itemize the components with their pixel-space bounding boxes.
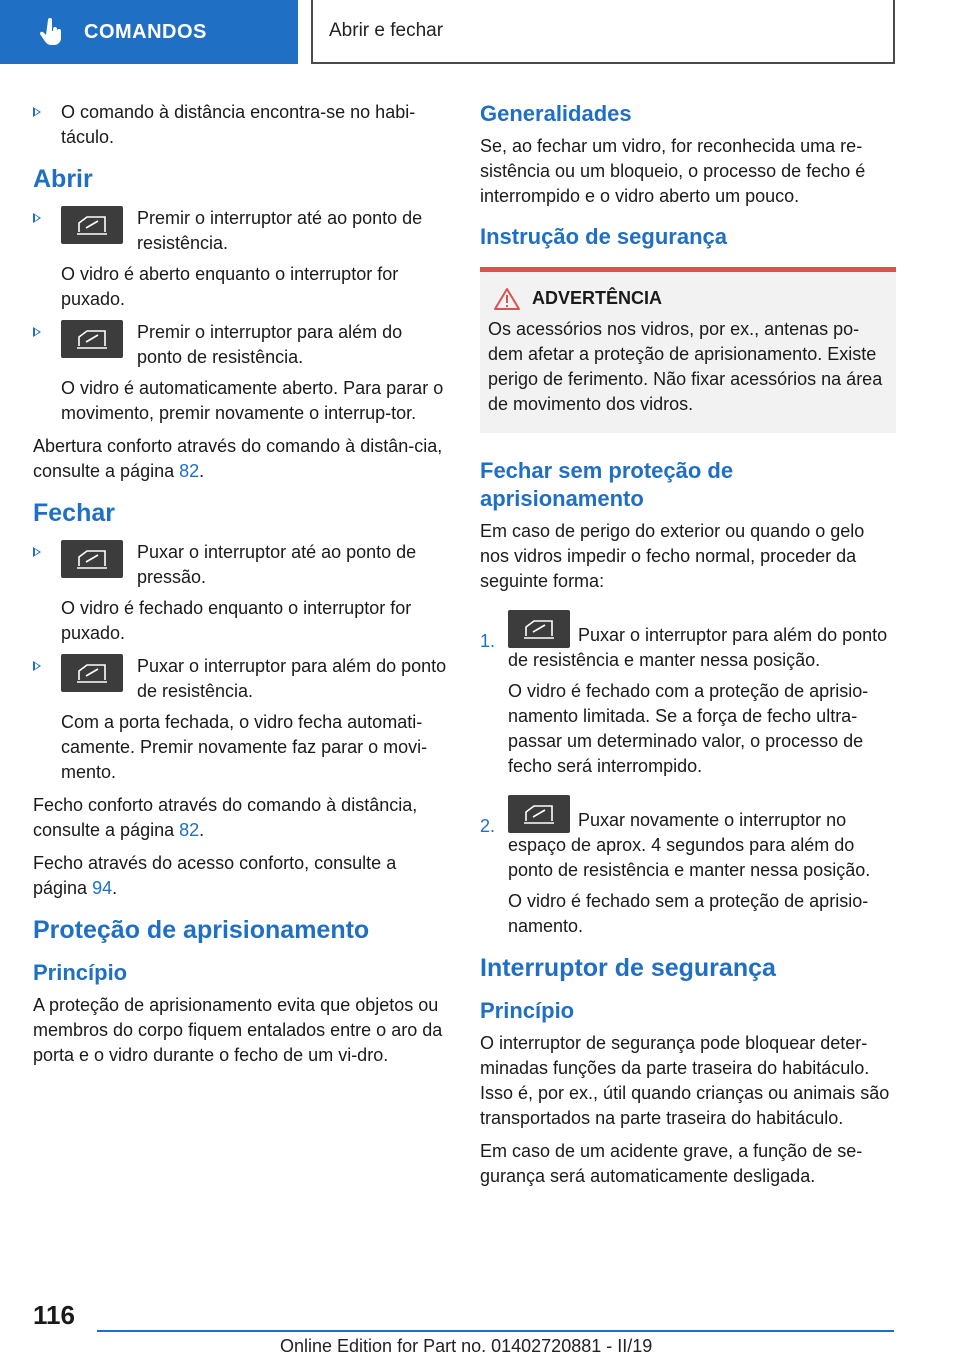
step-note: O vidro é fechado com a proteção de aprisio-namento limitada. Se a força de fecho ultra-passar um determinado valor, o processo de fecho será interrompido.	[508, 681, 869, 776]
heading-protecao: Proteção de aprisionamento	[33, 916, 370, 944]
comfort-close-text: Fecho conforto através do comando à distância, consulte a página 82.	[33, 795, 418, 840]
page-number: 116	[33, 1300, 75, 1330]
warning-title: ADVERTÊNCIA	[488, 286, 888, 311]
warning-triangle-icon	[494, 287, 520, 311]
chapter-label: COMANDOS	[84, 20, 207, 43]
comfort-access-text: Fecho através do acesso conforto, consulte a página 94.	[33, 853, 397, 898]
right-column	[480, 100, 896, 1197]
warning-box	[480, 267, 896, 433]
step-2	[480, 795, 896, 939]
footer-divider	[97, 1330, 894, 1332]
paragraph: Se, ao fechar um vidro, for reconhecida uma re-sistência ou um bloqueio, o processo de fecho é interrompido e o vidro aberto um pouco.	[480, 136, 866, 206]
bullet-triangle-icon	[33, 327, 41, 337]
comfort-open-text: Abertura conforto através do comando à distân-cia, consulte a página 82.	[33, 436, 443, 481]
step-text: Puxar o interruptor para além do ponto de resistência e manter nessa posição.	[508, 625, 888, 670]
edition-text: Online Edition for Part no. 01402720881 - II/19	[280, 1336, 653, 1356]
chapter-tab[interactable]	[0, 0, 298, 64]
step-note: O vidro é fechado sem a proteção de aprisio-namento.	[508, 891, 869, 936]
window-switch-icon	[508, 610, 570, 648]
heading-abrir: Abrir	[33, 165, 93, 193]
bullet-triangle-icon	[33, 107, 41, 117]
left-column	[33, 100, 447, 1076]
step-number: 1.	[480, 631, 496, 651]
heading-interruptor: Interruptor de segurança	[480, 954, 776, 982]
paragraph: Em caso de um acidente grave, a função de se-gurança será automaticamente desligada.	[480, 1141, 863, 1186]
section-header	[311, 0, 895, 64]
paragraph: O interruptor de segurança pode bloquear deter-minadas funções da parte traseira do habitáculo. Isso é, por ex., útil quando crianças ou animais são transportados na parte traseira do habitáculo.	[480, 1033, 890, 1128]
item-text: Premir o interruptor até ao ponto de resistência.	[137, 208, 423, 253]
list-item	[33, 540, 447, 646]
list-item	[33, 320, 447, 426]
window-switch-icon	[61, 320, 123, 358]
item-note: O vidro é automaticamente aberto. Para parar o movimento, premir novamente o interrup-tor.	[61, 378, 444, 423]
subheading-principio: Princípio	[33, 960, 128, 985]
window-switch-icon	[61, 654, 123, 692]
warning-text: Os acessórios nos vidros, por ex., antenas po-dem afetar a proteção de aprisionamento. Existe perigo de ferimento. Não fixar acessórios na área de movimento dos vidros.	[488, 319, 883, 414]
page-link[interactable]: 82	[179, 820, 200, 840]
pointing-hand-icon	[36, 17, 66, 47]
page-link[interactable]: 94	[92, 878, 113, 898]
window-switch-icon	[61, 206, 123, 244]
heading-sem-protecao: Fechar sem proteção de aprisionamento	[480, 458, 734, 511]
subheading-principio: Princípio	[480, 998, 575, 1023]
heading-seguranca: Instrução de segurança	[480, 224, 727, 249]
step-1	[480, 610, 896, 779]
window-switch-icon	[61, 540, 123, 578]
bullet-triangle-icon	[33, 661, 41, 671]
page-link[interactable]: 82	[179, 461, 200, 481]
intro-bullet: O comando à distância encontra-se no habi-táculo.	[33, 100, 447, 150]
paragraph: A proteção de aprisionamento evita que objetos ou membros do corpo fiquem entalados entre o aro da porta e o vidro durante o fecho de um vi-dro.	[33, 995, 443, 1065]
heading-fechar: Fechar	[33, 499, 115, 527]
list-item	[33, 654, 447, 785]
step-number: 2.	[480, 816, 496, 836]
item-text: Puxar o interruptor para além do ponto de resistência.	[137, 656, 447, 701]
heading-generalidades: Generalidades	[480, 101, 632, 126]
bullet-triangle-icon	[33, 547, 41, 557]
item-text: Puxar o interruptor até ao ponto de pressão.	[137, 542, 417, 587]
window-switch-icon	[508, 795, 570, 833]
step-text: Puxar novamente o interruptor no espaço de aprox. 4 segundos para além do ponto de resistência e manter nessa posição.	[508, 810, 871, 880]
bullet-triangle-icon	[33, 213, 41, 223]
item-note: O vidro é aberto enquanto o interruptor for puxado.	[61, 264, 399, 309]
paragraph: Em caso de perigo do exterior ou quando o gelo nos vidros impedir o fecho normal, proceder da seguinte forma:	[480, 521, 865, 591]
item-note: O vidro é fechado enquanto o interruptor for puxado.	[61, 598, 412, 643]
list-item	[33, 206, 447, 312]
section-title: Abrir e fechar	[329, 20, 444, 41]
item-text: Premir o interruptor para além do ponto de resistência.	[137, 322, 403, 367]
item-note: Com a porta fechada, o vidro fecha automati-camente. Premir novamente faz parar o movi-mento.	[61, 712, 428, 782]
